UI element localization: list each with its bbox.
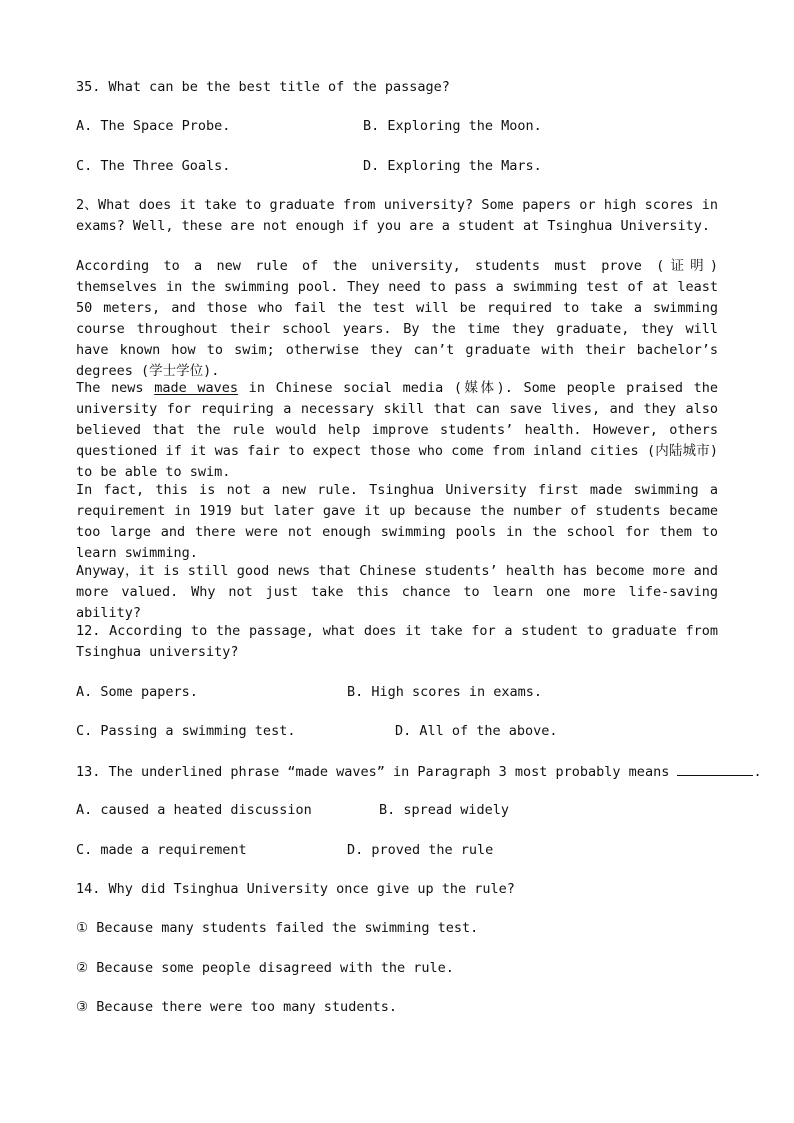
q12-question: 12. According to the passage, what does it take for a student to graduate from Tsinghua university? — [76, 623, 718, 660]
q35-option-d: D. Exploring the Mars. — [363, 158, 542, 174]
q13-question-end: . — [753, 764, 762, 780]
q14-item-1: ① Because many students failed the swimming test. — [76, 920, 479, 936]
passage-paragraph-3 — [76, 378, 718, 483]
q13-option-d: D. proved the rule — [347, 842, 494, 858]
q13-question-text: 13. The underlined phrase “made waves” in Paragraph 3 most probably means — [76, 764, 678, 780]
q12-option-d: D. All of the above. — [395, 723, 558, 739]
q14-question: 14. Why did Tsinghua University once give up the rule? — [76, 881, 515, 897]
paragraph-3-rest: in Chinese social media (媒体). Some people praised the university for requiring a necessary skill that can save lives, and they also believed that the rule would help improve students’ health. However, others questioned if it was fair to expect those who come from inland cities (内陆城市) to be able to swim. — [76, 380, 719, 480]
passage-paragraph-1: 2、What does it take to graduate from university? Some papers or high scores in exams? Well, these are not enough if you are a student at Tsinghua University. — [76, 197, 718, 234]
q14-item-3: ③ Because there were too many students. — [76, 999, 397, 1015]
paragraph-3-lead: The news — [76, 380, 155, 396]
q13-question — [76, 761, 762, 783]
q35-option-b: B. Exploring the Moon. — [363, 118, 542, 134]
q13-option-c: C. made a requirement — [76, 842, 247, 858]
q13-option-a: A. caused a heated discussion — [76, 802, 312, 818]
passage-paragraph-5: Anyway，it is still good news that Chinese students’ health has become more and more valued. Why not just take this chance to learn one more life-saving ability? — [76, 563, 718, 621]
q12-option-a: A. Some papers. — [76, 684, 198, 700]
q12-option-b: B. High scores in exams. — [347, 684, 543, 700]
underlined-phrase: made waves — [154, 380, 239, 396]
q35-option-c: C. The Three Goals. — [76, 158, 231, 174]
q13-option-b: B. spread widely — [379, 802, 510, 818]
q12-option-c: C. Passing a swimming test. — [76, 723, 296, 739]
answer-blank — [677, 761, 753, 776]
q35-option-a: A. The Space Probe. — [76, 118, 231, 134]
q14-item-2: ② Because some people disagreed with the rule. — [76, 960, 454, 976]
q35-question: 35. What can be the best title of the passage? — [76, 79, 450, 95]
passage-paragraph-2: According to a new rule of the university, students must prove (证明) themselves in the swimming pool. They need to pass a swimming test of at least 50 meters, and those who fail the test will be required to take a swimming course throughout their school years. By the time they graduate, they will have known how to swim; otherwise they can’t graduate with their bachelor’s degrees (学士学位). — [76, 258, 718, 379]
passage-paragraph-4: In fact, this is not a new rule. Tsinghua University first made swimming a requirement in 1919 but later gave it up because the number of students became too large and there were not enough swimming pools in the school for them to learn swimming. — [76, 482, 718, 561]
